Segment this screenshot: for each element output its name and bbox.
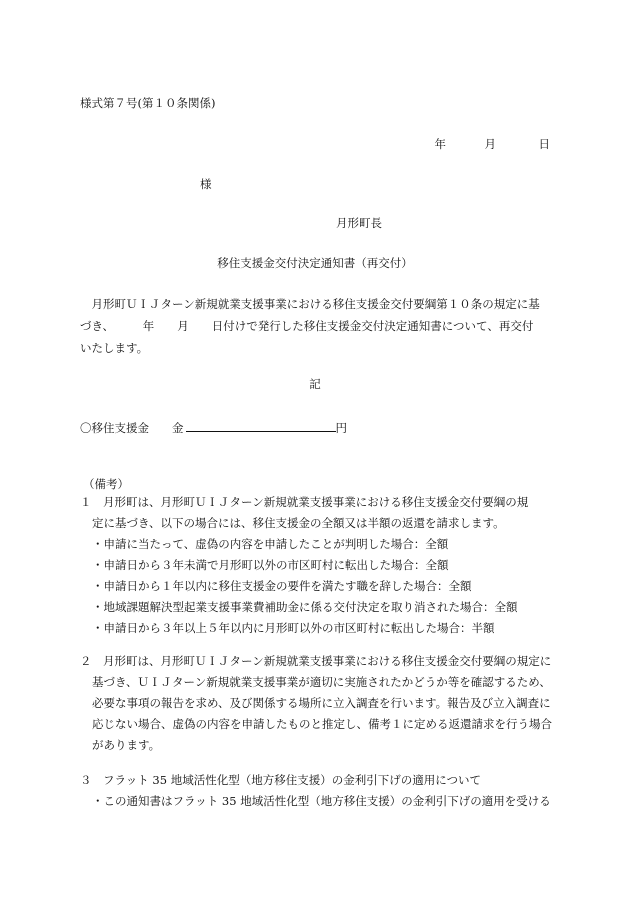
body-paragraph xyxy=(80,293,550,359)
date-year: 年 xyxy=(434,137,446,151)
note-line: があります。 xyxy=(92,738,161,752)
note-line: ２ 月形町は、月形町ＵＩＪターン新規就業支援事業における移住支援金交付要綱の規定に xyxy=(80,654,552,668)
note-bullet: ・申請に当たって、虚偽の内容を申請したことが判明した場合：全額 xyxy=(92,537,449,551)
notes-heading: （備考） xyxy=(83,477,129,491)
note-bullet: ・この通知書はフラット 35 地域活性化型（地方移住支援）の金利引下げの適用を受ける xyxy=(92,794,551,808)
ki-heading: 記 xyxy=(309,377,321,391)
date-month: 月 xyxy=(484,137,496,151)
amount-line xyxy=(80,419,347,436)
note-bullet: ・申請日から１年以内に移住支援金の要件を満たす職を辞した場合：全額 xyxy=(92,579,472,593)
body-line: づき、 年 月 日付けで発行した移住支援金交付決定通知書について、再交付 xyxy=(80,319,534,333)
note-1 xyxy=(80,492,560,639)
amount-label: 〇移住支援金 金 xyxy=(80,421,184,435)
note-bullet: ・地域課題解決型起業支援事業費補助金に係る交付決定を取り消された場合：全額 xyxy=(92,600,518,614)
note-2 xyxy=(80,651,560,756)
issuer: 月形町長 xyxy=(336,216,382,230)
amount-blank xyxy=(186,419,336,432)
amount-unit: 円 xyxy=(335,421,347,435)
body-line: 月形町ＵＩＪターン新規就業支援事業における移住支援金交付要綱第１０条の規定に基 xyxy=(80,297,540,311)
note-line: 応じない場合、虚偽の内容を申請したものと推定し、備考１に定める返還請求を行う場合 xyxy=(92,717,552,731)
note-line: 必要な事項の報告を求め、及び関係する場所に立入調査を行います。報告及び立入調査に xyxy=(92,696,551,710)
recipient-suffix: 様 xyxy=(200,177,212,191)
form-number: 様式第７号(第１０条関係) xyxy=(80,96,216,110)
note-line: ３ フラット 35 地域活性化型（地方移住支援）の金利引下げの適用について xyxy=(80,773,481,787)
issue-date xyxy=(435,138,551,152)
note-line: １ 月形町は、月形町ＵＩＪターン新規就業支援事業における移住支援金交付要綱の規 xyxy=(80,495,529,509)
document-title: 移住支援金交付決定通知書（再交付） xyxy=(217,256,413,270)
note-bullet: ・申請日から３年未満で月形町以外の市区町村に転出した場合：全額 xyxy=(92,558,449,572)
date-day: 日 xyxy=(538,137,550,151)
note-3 xyxy=(80,770,560,812)
body-line: いたします。 xyxy=(80,341,149,355)
note-bullet: ・申請日から３年以上５年以内に月形町以外の市区町村に転出した場合：半額 xyxy=(92,621,495,635)
note-line: 定に基づき、以下の場合には、移住支援金の全額又は半額の返還を請求します。 xyxy=(92,516,505,530)
note-line: 基づき、ＵＩＪターン新規就業支援事業が適切に実施されたかどうか等を確認するため、 xyxy=(92,675,551,689)
